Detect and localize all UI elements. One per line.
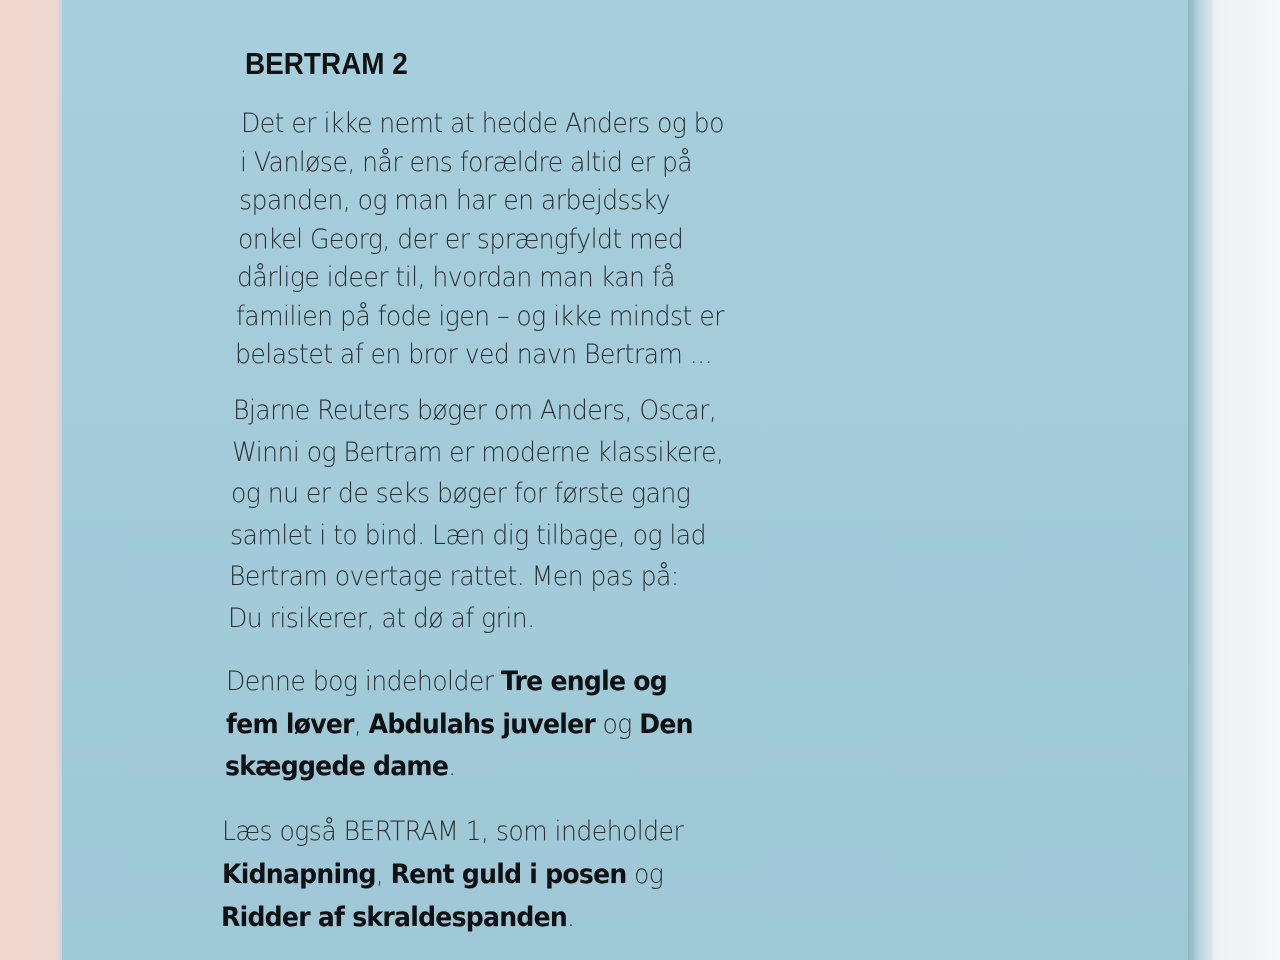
text-segment: Læs også BERTRAM 1, som indeholder bbox=[222, 816, 684, 847]
book-title-mention: fem løver bbox=[225, 708, 354, 740]
book-title-mention: Rent guld i posen bbox=[390, 859, 627, 890]
text-segment: , bbox=[353, 708, 369, 740]
text-line bbox=[222, 816, 683, 847]
book-title-mention: skæggede dame bbox=[225, 751, 449, 782]
text-line bbox=[228, 603, 535, 634]
book-title-mention: Den bbox=[638, 708, 693, 740]
text-segment: og bbox=[626, 859, 663, 890]
text-segment: og bbox=[594, 708, 639, 740]
text-line bbox=[236, 301, 724, 332]
text-line bbox=[240, 147, 692, 178]
text-segment: Winni og Bertram er moderne klassikere, bbox=[232, 436, 724, 468]
book-title-mention: Tre engle og bbox=[500, 666, 667, 697]
text-line bbox=[241, 108, 724, 139]
text-line bbox=[229, 561, 679, 592]
text-segment: dårlige ideer til, hvordan man kan få bbox=[237, 262, 675, 293]
text-line bbox=[222, 859, 663, 890]
text-line bbox=[226, 666, 667, 697]
text-line bbox=[230, 520, 706, 551]
text-line bbox=[237, 262, 675, 293]
book-spine-edge bbox=[1188, 0, 1210, 960]
text-line bbox=[231, 478, 690, 509]
text-segment: Bertram overtage rattet. Men pas på: bbox=[229, 561, 679, 592]
book-title-mention: Abdulahs juveler bbox=[368, 708, 595, 740]
text-segment: samlet i to bind. Læn dig tilbage, og lad bbox=[230, 519, 707, 551]
text-line bbox=[239, 185, 670, 216]
text-line bbox=[233, 395, 716, 426]
text-segment: , bbox=[375, 859, 391, 890]
text-line bbox=[221, 902, 574, 933]
book-title: BERTRAM 2 bbox=[245, 46, 408, 81]
text-segment: . bbox=[567, 902, 575, 933]
book-title-mention: Ridder af skraldespanden bbox=[221, 902, 568, 933]
text-segment: og nu er de seks bøger for første gang bbox=[231, 478, 691, 509]
text-segment: spanden, og man har en arbejdssky bbox=[239, 185, 670, 216]
text-line bbox=[238, 224, 683, 255]
text-line bbox=[235, 339, 712, 370]
text-line bbox=[232, 437, 723, 468]
text-segment: . bbox=[448, 751, 456, 782]
text-segment: i Vanløse, når ens forældre altid er på bbox=[240, 146, 693, 178]
text-line bbox=[225, 751, 456, 782]
text-segment: Du risikerer, at dø af grin. bbox=[228, 602, 535, 634]
book-title-mention: Kidnapning bbox=[221, 859, 376, 890]
text-line bbox=[226, 709, 693, 740]
text-segment: familien på fode igen – og ikke mindst er bbox=[236, 300, 724, 332]
text-segment: belastet af en bror ved navn Bertram ... bbox=[235, 339, 713, 370]
text-segment: Denne bog indeholder bbox=[226, 666, 501, 697]
text-segment: Det er ikke nemt at hedde Anders og bo bbox=[241, 108, 724, 139]
text-segment: onkel Georg, der er sprængfyldt med bbox=[238, 223, 684, 255]
text-segment: Bjarne Reuters bøger om Anders, Oscar, bbox=[233, 395, 717, 426]
